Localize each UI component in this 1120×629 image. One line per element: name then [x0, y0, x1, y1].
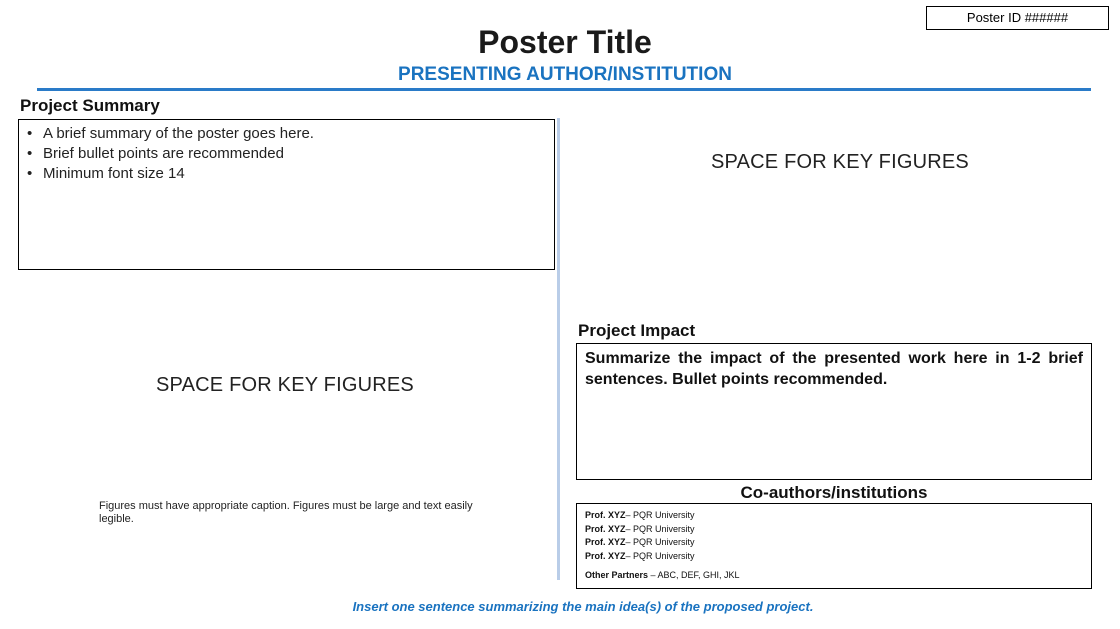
summary-bullet: • A brief summary of the poster goes here. — [43, 124, 546, 144]
summary-heading: Project Summary — [20, 96, 160, 115]
other-partners — [585, 569, 1083, 583]
coauthor-affiliation: – PQR University — [625, 510, 695, 520]
coauthor-name: Prof. XYZ — [585, 510, 626, 520]
coauthor-name: Prof. XYZ — [585, 523, 626, 534]
coauthors-heading: Co-authors/institutions — [740, 483, 928, 502]
poster-id-box: Poster ID ###### — [926, 6, 1109, 30]
summary-bullet: • Minimum font size 14 — [43, 164, 546, 184]
coauthor-affiliation: – PQR University — [625, 550, 695, 561]
coauthor-affiliation: – PQR University — [625, 523, 695, 534]
coauthor-entry — [585, 523, 1083, 537]
coauthor-entry — [585, 509, 1083, 523]
header-rule — [37, 88, 1091, 91]
summary-sentence-footer: Insert one sentence summarizing the main idea(s) of the proposed project. — [352, 599, 814, 614]
coauthor-name: Prof. XYZ — [585, 550, 626, 561]
summary-bullet: • Brief bullet points are recommended — [43, 144, 546, 164]
summary-bullet-list — [27, 124, 546, 184]
impact-text: Summarize the impact of the presented work here in 1-2 brief sentences. Bullet points recommended. — [585, 350, 1083, 388]
coauthor-entry — [585, 536, 1083, 550]
key-figures-placeholder-right: SPACE FOR KEY FIGURES — [711, 151, 969, 173]
key-figures-placeholder-left: SPACE FOR KEY FIGURES — [156, 374, 414, 396]
partners-label: Other Partners — [585, 570, 649, 580]
summary-box — [18, 119, 555, 270]
coauthor-name: Prof. XYZ — [585, 537, 626, 547]
coauthors-box — [576, 503, 1092, 589]
coauthor-entry — [585, 550, 1083, 564]
impact-heading: Project Impact — [578, 321, 696, 340]
figure-caption-note: Figures must have appropriate caption. Figures must be large and text easily legible. — [99, 500, 473, 525]
column-divider — [557, 118, 560, 580]
presenting-author: PRESENTING AUTHOR/INSTITUTION — [398, 64, 732, 85]
impact-box — [576, 343, 1092, 480]
coauthor-affiliation: – PQR University — [625, 537, 695, 547]
poster-title: Poster Title — [478, 24, 652, 60]
partners-value: – ABC, DEF, GHI, JKL — [648, 570, 740, 580]
